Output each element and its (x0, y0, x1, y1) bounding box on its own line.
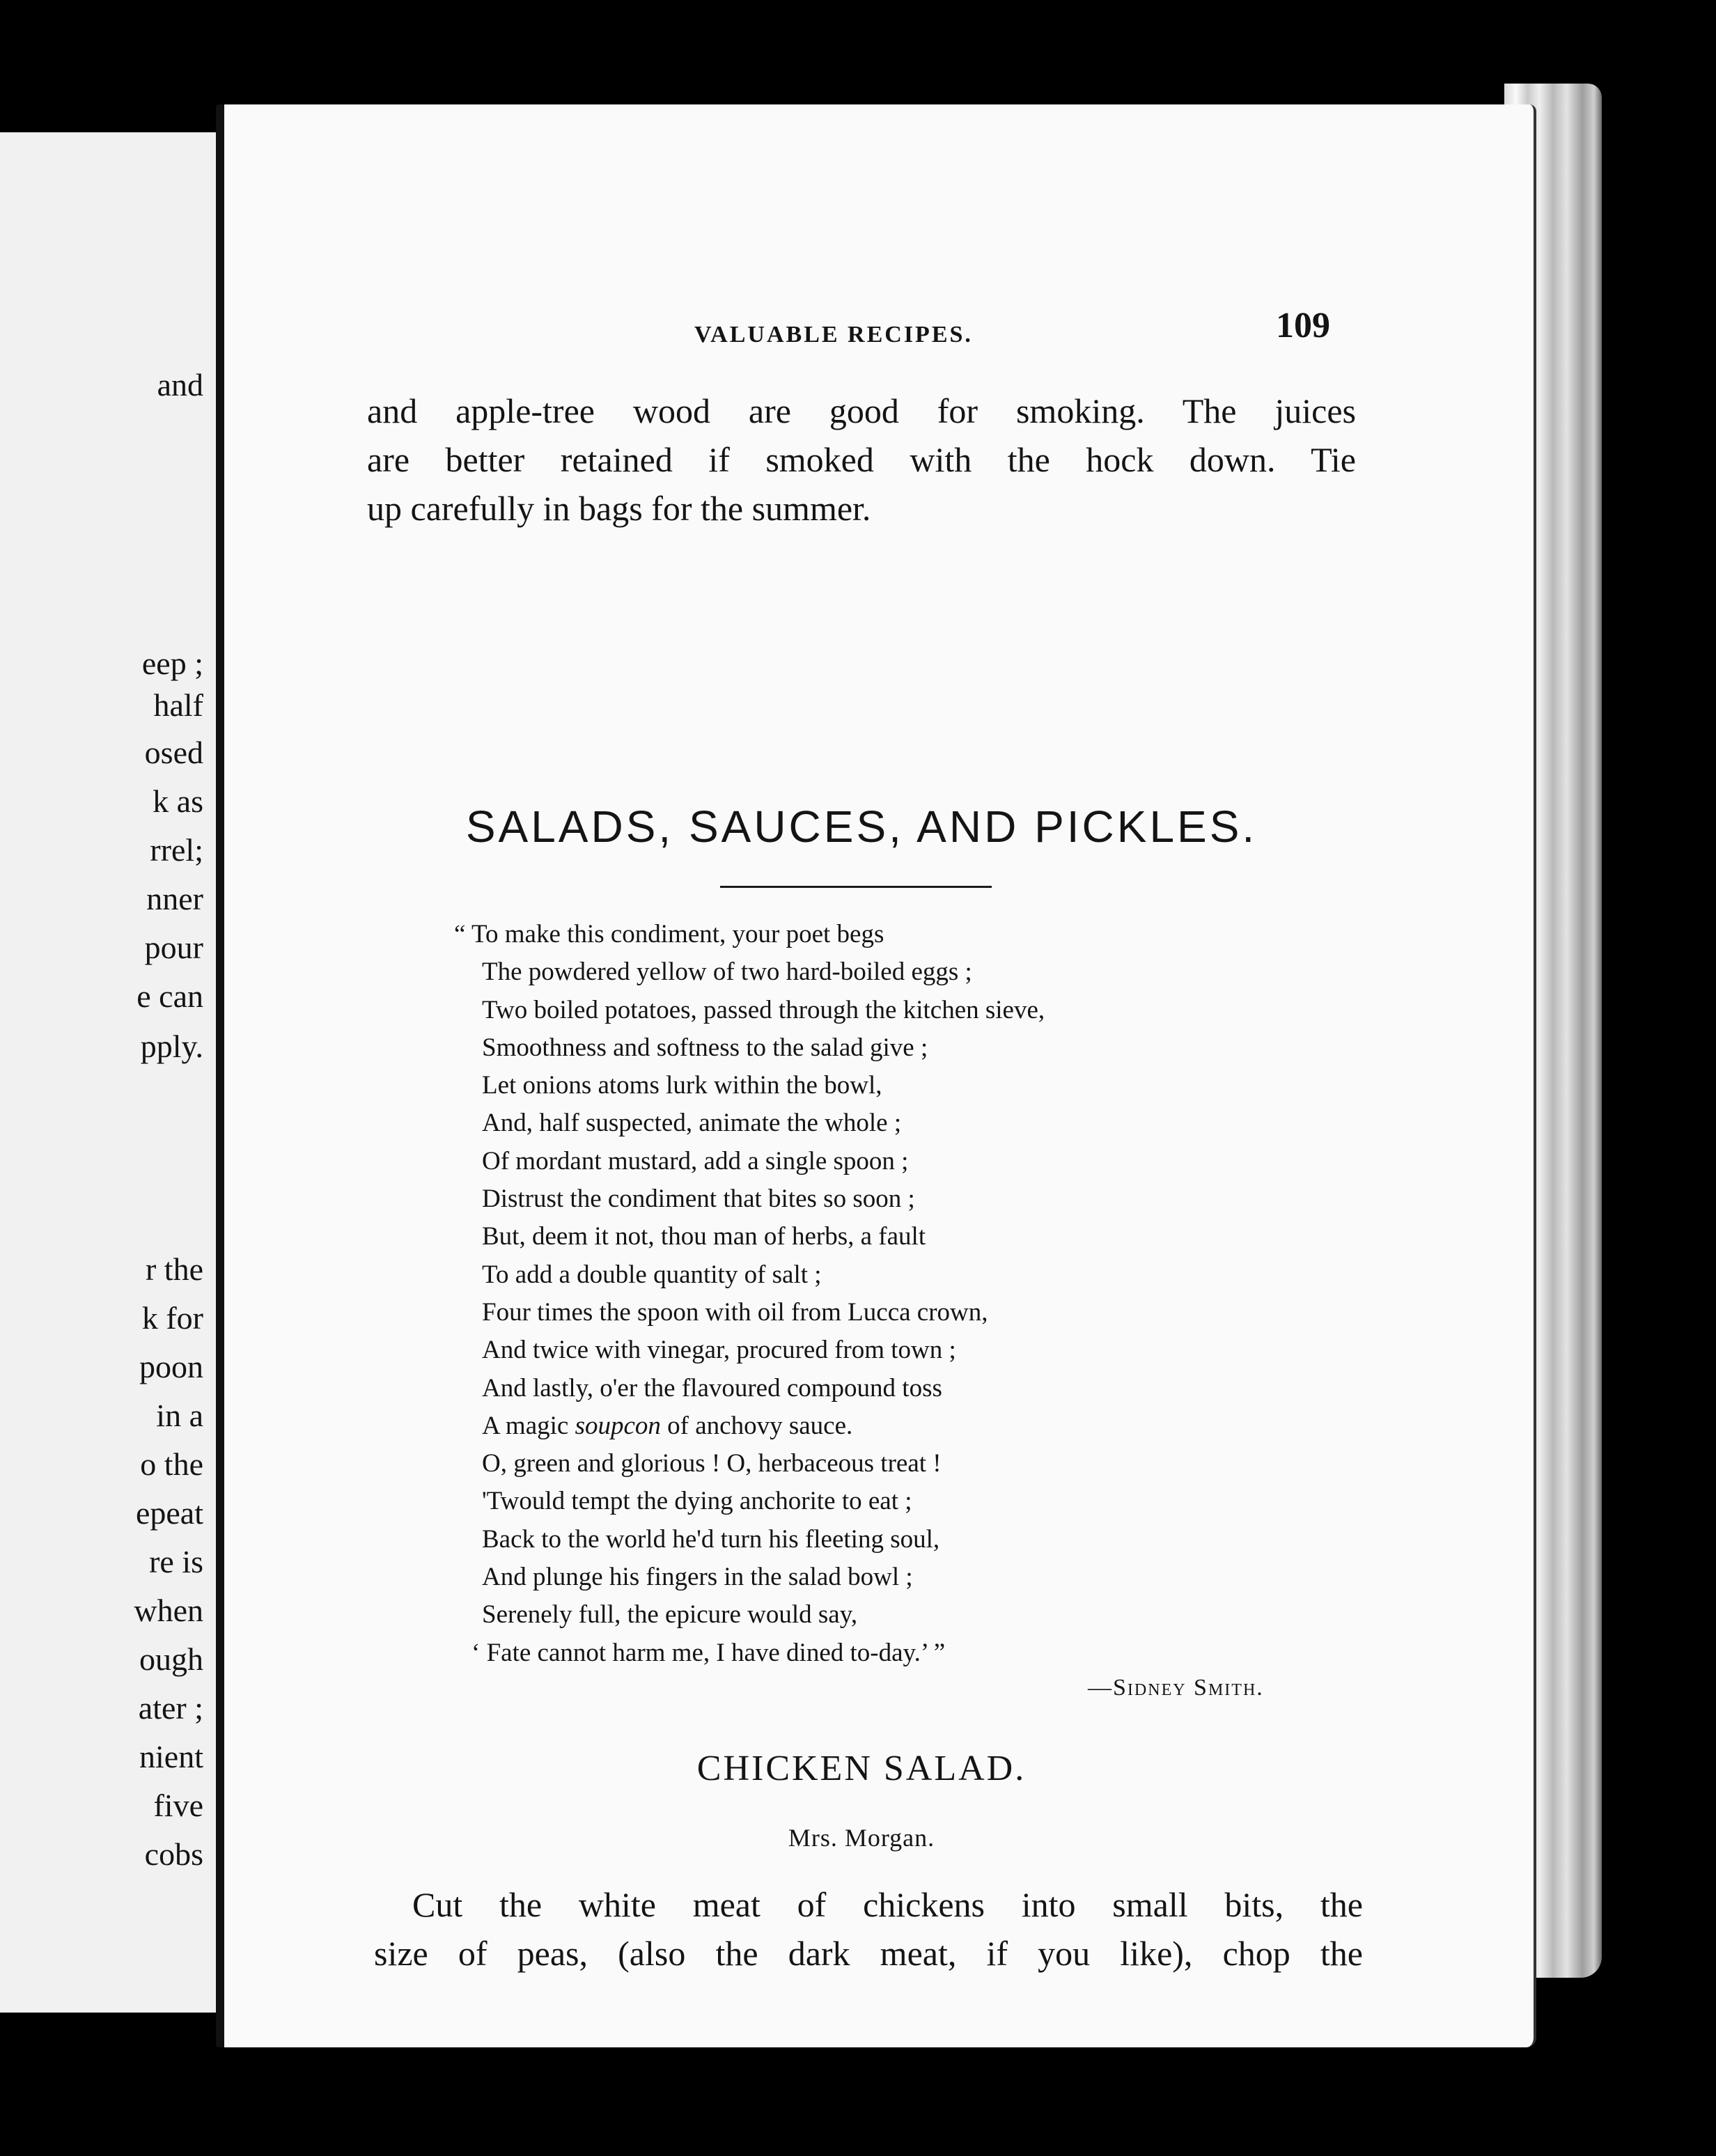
left-page-fragment: ough (139, 1641, 203, 1677)
poem-line: O, green and glorious ! O, herbaceous treat ! (482, 1449, 942, 1478)
poem-line: Four times the spoon with oil from Lucca crown, (482, 1297, 988, 1327)
left-page-fragment: and (157, 367, 203, 403)
poem-line: And lastly, o'er the flavoured compound toss (482, 1373, 942, 1403)
left-page-fragment: five (153, 1788, 203, 1823)
poem-line: Distrust the condiment that bites so soon ; (482, 1185, 915, 1214)
poem-line: To add a double quantity of salt ; (482, 1260, 822, 1289)
poem-line (454, 1407, 1325, 1445)
left-page-fragment: epeat (135, 1495, 203, 1531)
text-line: are better retained if smoked with the hock down. Tie (367, 440, 1356, 479)
left-page-fragment: half (153, 687, 203, 723)
poem (454, 916, 1325, 1672)
left-page-fragment: o the (140, 1446, 203, 1482)
poem-line: Of mordant mustard, add a single spoon ; (482, 1146, 909, 1175)
left-page-fragment: nient (139, 1739, 203, 1774)
left-page-fragment: pply. (140, 1029, 203, 1064)
left-page-fragment: r the (145, 1251, 203, 1287)
poem-line: And twice with vinegar, procured from town ; (482, 1336, 956, 1365)
left-page (0, 132, 230, 2013)
left-page-fragment: k for (141, 1300, 203, 1336)
running-head: VALUABLE RECIPES. (694, 322, 973, 347)
poem-line-start: A magic (482, 1411, 569, 1440)
continued-paragraph (367, 386, 1356, 533)
recipe-body (374, 1880, 1363, 1978)
left-page-fragment: when (134, 1593, 203, 1628)
left-page-fragment: poon (139, 1349, 203, 1384)
left-page-fragment: osed (144, 735, 203, 770)
text-line: and apple-tree wood are good for smoking. The juices (367, 391, 1356, 430)
poem-line: ‘ Fate cannot harm me, I have dined to-day.’ ” (471, 1638, 946, 1667)
poem-line: Let onions atoms lurk within the bowl, (482, 1071, 882, 1100)
left-page-fragment: rrel; (150, 832, 203, 868)
poem-line: The powdered yellow of two hard-boiled eggs ; (482, 958, 972, 987)
text-line: up carefully in bags for the summer. (367, 489, 871, 528)
title-rule (720, 886, 992, 888)
left-page-fragment: eep ; (141, 646, 203, 681)
page-number: 109 (1276, 306, 1330, 345)
right-page (216, 104, 1536, 2047)
poem-attribution: —Sidney Smith. (1088, 1675, 1264, 1701)
poem-line-end: of anchovy sauce. (667, 1411, 853, 1440)
poem-line: Two boiled potatoes, passed through the kitchen sieve, (482, 995, 1045, 1024)
poem-line: “ To make this condiment, your poet begs (454, 920, 884, 948)
left-page-fragment: cobs (144, 1836, 203, 1872)
section-title: SALADS, SAUCES, AND PICKLES. (465, 802, 1258, 852)
left-page-fragment: k as (153, 783, 203, 819)
poem-line: Back to the world he'd turn his fleeting soul, (482, 1524, 940, 1554)
poem-line: 'Twould tempt the dying anchorite to eat ; (482, 1487, 912, 1516)
poem-line: And plunge his fingers in the salad bowl ; (482, 1563, 913, 1592)
recipe-author: Mrs. Morgan. (788, 1824, 935, 1852)
left-page-fragment: in a (156, 1398, 203, 1433)
text-line: Cut the white meat of chickens into small bits, the (412, 1885, 1363, 1924)
left-page-fragment: re is (149, 1544, 203, 1579)
poem-line: But, deem it not, thou man of herbs, a fault (482, 1222, 926, 1251)
left-page-fragment: pour (144, 930, 203, 965)
text-line: size of peas, (also the dark meat, if you like), chop the (374, 1934, 1363, 1973)
italic-word: soupcon (575, 1411, 661, 1440)
poem-line: Serenely full, the epicure would say, (482, 1600, 858, 1630)
left-page-fragment: e can (136, 978, 203, 1014)
recipe-title: CHICKEN SALAD. (696, 1749, 1027, 1788)
poem-line: And, half suspected, animate the whole ; (482, 1109, 902, 1138)
left-page-fragment: ater ; (138, 1690, 203, 1726)
left-page-fragment: nner (146, 881, 203, 916)
poem-line: Smoothness and softness to the salad give ; (482, 1033, 928, 1062)
